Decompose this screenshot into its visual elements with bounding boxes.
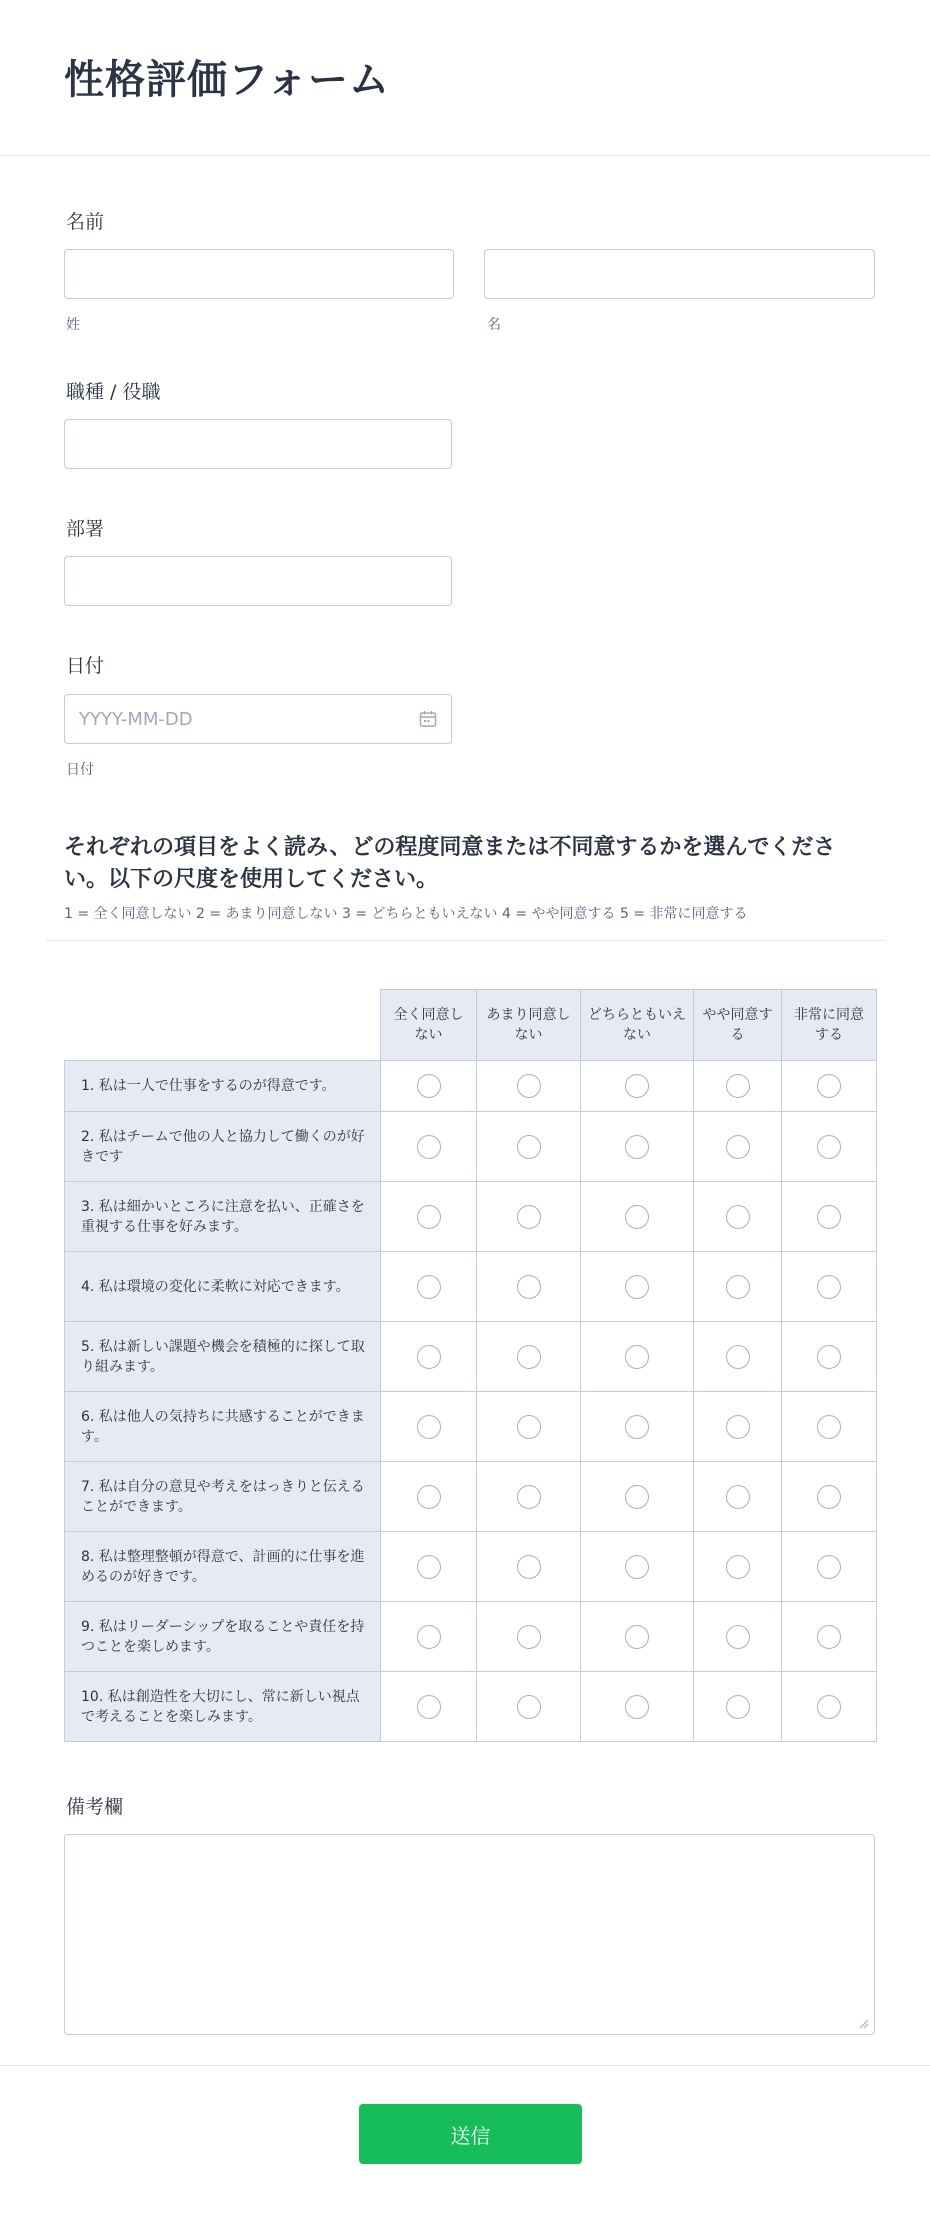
instructions-scale: 1 = 全く同意しない 2 = あまり同意しない 3 = どちらともいえない 4 = やや同意する 5 = 非常に同意する [64, 906, 748, 922]
section-divider [46, 940, 884, 941]
job-title-label: 職種 / 役職 [66, 381, 161, 403]
matrix-row [65, 1182, 877, 1252]
rating-radio[interactable] [726, 1695, 750, 1719]
rating-radio[interactable] [517, 1275, 541, 1299]
rating-radio[interactable] [817, 1345, 841, 1369]
department-label: 部署 [66, 518, 105, 540]
matrix-corner [65, 990, 381, 1061]
first-name-sublabel: 名 [487, 317, 501, 333]
rating-radio[interactable] [726, 1415, 750, 1439]
rating-radio[interactable] [625, 1135, 649, 1159]
rating-radio[interactable] [817, 1695, 841, 1719]
matrix-column-header: やや同意する [694, 990, 782, 1061]
submit-button[interactable]: 送信 [359, 2104, 582, 2164]
last-name-input[interactable] [64, 249, 454, 299]
rating-radio[interactable] [417, 1695, 441, 1719]
first-name-input[interactable] [484, 249, 875, 299]
rating-radio[interactable] [417, 1555, 441, 1579]
rating-radio[interactable] [517, 1205, 541, 1229]
rating-radio[interactable] [817, 1074, 841, 1098]
date-label: 日付 [66, 655, 105, 677]
department-input[interactable] [64, 556, 452, 606]
rating-radio[interactable] [517, 1485, 541, 1509]
matrix-row [65, 1672, 877, 1742]
matrix-row-label: 9. 私はリーダーシップを取ることや責任を持つことを楽しめます。 [65, 1602, 381, 1672]
rating-radio[interactable] [417, 1415, 441, 1439]
matrix-column-header: あまり同意しない [477, 990, 581, 1061]
matrix-row [65, 1602, 877, 1672]
job-title-input[interactable] [64, 419, 452, 469]
rating-radio[interactable] [517, 1625, 541, 1649]
last-name-sublabel: 姓 [66, 317, 80, 333]
matrix-row [65, 1322, 877, 1392]
rating-radio[interactable] [817, 1415, 841, 1439]
rating-radio[interactable] [417, 1625, 441, 1649]
matrix-row [65, 1462, 877, 1532]
date-input[interactable] [64, 694, 452, 744]
rating-radio[interactable] [625, 1275, 649, 1299]
form-title: 性格評価フォーム [64, 57, 390, 103]
calendar-icon[interactable] [419, 710, 437, 728]
rating-radio[interactable] [726, 1205, 750, 1229]
rating-radio[interactable] [817, 1485, 841, 1509]
personality-matrix [64, 989, 877, 1742]
rating-radio[interactable] [726, 1074, 750, 1098]
matrix-row [65, 1392, 877, 1462]
matrix-row [65, 1061, 877, 1112]
rating-radio[interactable] [625, 1625, 649, 1649]
matrix-column-header: 非常に同意する [782, 990, 877, 1061]
matrix-row-label: 3. 私は細かいところに注意を払い、正確さを重視する仕事を好みます。 [65, 1182, 381, 1252]
name-label: 名前 [66, 211, 105, 233]
matrix-row-label: 1. 私は一人で仕事をするのが得意です。 [65, 1061, 381, 1112]
matrix-column-header: 全く同意しない [381, 990, 477, 1061]
rating-radio[interactable] [726, 1625, 750, 1649]
rating-radio[interactable] [517, 1074, 541, 1098]
rating-radio[interactable] [726, 1275, 750, 1299]
rating-radio[interactable] [417, 1485, 441, 1509]
rating-radio[interactable] [817, 1135, 841, 1159]
rating-radio[interactable] [817, 1275, 841, 1299]
matrix-column-header: どちらともいえない [581, 990, 694, 1061]
rating-radio[interactable] [625, 1695, 649, 1719]
footer-divider [0, 2065, 930, 2066]
rating-radio[interactable] [517, 1345, 541, 1369]
rating-radio[interactable] [517, 1555, 541, 1579]
date-sublabel: 日付 [66, 762, 94, 778]
rating-radio[interactable] [625, 1205, 649, 1229]
rating-radio[interactable] [625, 1415, 649, 1439]
rating-radio[interactable] [817, 1555, 841, 1579]
rating-radio[interactable] [625, 1555, 649, 1579]
rating-radio[interactable] [417, 1205, 441, 1229]
rating-radio[interactable] [625, 1485, 649, 1509]
matrix-row-label: 2. 私はチームで他の人と協力して働くのが好きです [65, 1112, 381, 1182]
rating-radio[interactable] [417, 1275, 441, 1299]
form-header [0, 0, 930, 156]
rating-radio[interactable] [817, 1205, 841, 1229]
rating-radio[interactable] [726, 1485, 750, 1509]
resize-grip-icon[interactable] [856, 2016, 870, 2030]
remarks-textarea[interactable] [64, 1834, 875, 2035]
matrix-row-label: 6. 私は他人の気持ちに共感することができます。 [65, 1392, 381, 1462]
rating-radio[interactable] [417, 1345, 441, 1369]
rating-radio[interactable] [517, 1695, 541, 1719]
instructions-title: それぞれの項目をよく読み、どの程度同意または不同意するかを選んでください。以下の尺度を使用してください。 [64, 835, 836, 892]
matrix-row-label: 4. 私は環境の変化に柔軟に対応できます。 [65, 1252, 381, 1322]
rating-radio[interactable] [625, 1345, 649, 1369]
matrix-row-label: 10. 私は創造性を大切にし、常に新しい視点で考えることを楽しみます。 [65, 1672, 381, 1742]
rating-radio[interactable] [625, 1074, 649, 1098]
rating-radio[interactable] [726, 1555, 750, 1579]
rating-radio[interactable] [517, 1135, 541, 1159]
rating-radio[interactable] [517, 1415, 541, 1439]
rating-radio[interactable] [417, 1135, 441, 1159]
matrix-row-label: 5. 私は新しい課題や機会を積極的に探して取り組みます。 [65, 1322, 381, 1392]
rating-radio[interactable] [726, 1135, 750, 1159]
matrix-row-label: 8. 私は整理整頓が得意で、計画的に仕事を進めるのが好きです。 [65, 1532, 381, 1602]
matrix-row [65, 1112, 877, 1182]
matrix-row [65, 1252, 877, 1322]
rating-radio[interactable] [726, 1345, 750, 1369]
matrix-header-row [65, 990, 877, 1061]
matrix-row-label: 7. 私は自分の意見や考えをはっきりと伝えることができます。 [65, 1462, 381, 1532]
rating-radio[interactable] [417, 1074, 441, 1098]
matrix-row [65, 1532, 877, 1602]
rating-radio[interactable] [817, 1625, 841, 1649]
remarks-label: 備考欄 [66, 1796, 124, 1818]
